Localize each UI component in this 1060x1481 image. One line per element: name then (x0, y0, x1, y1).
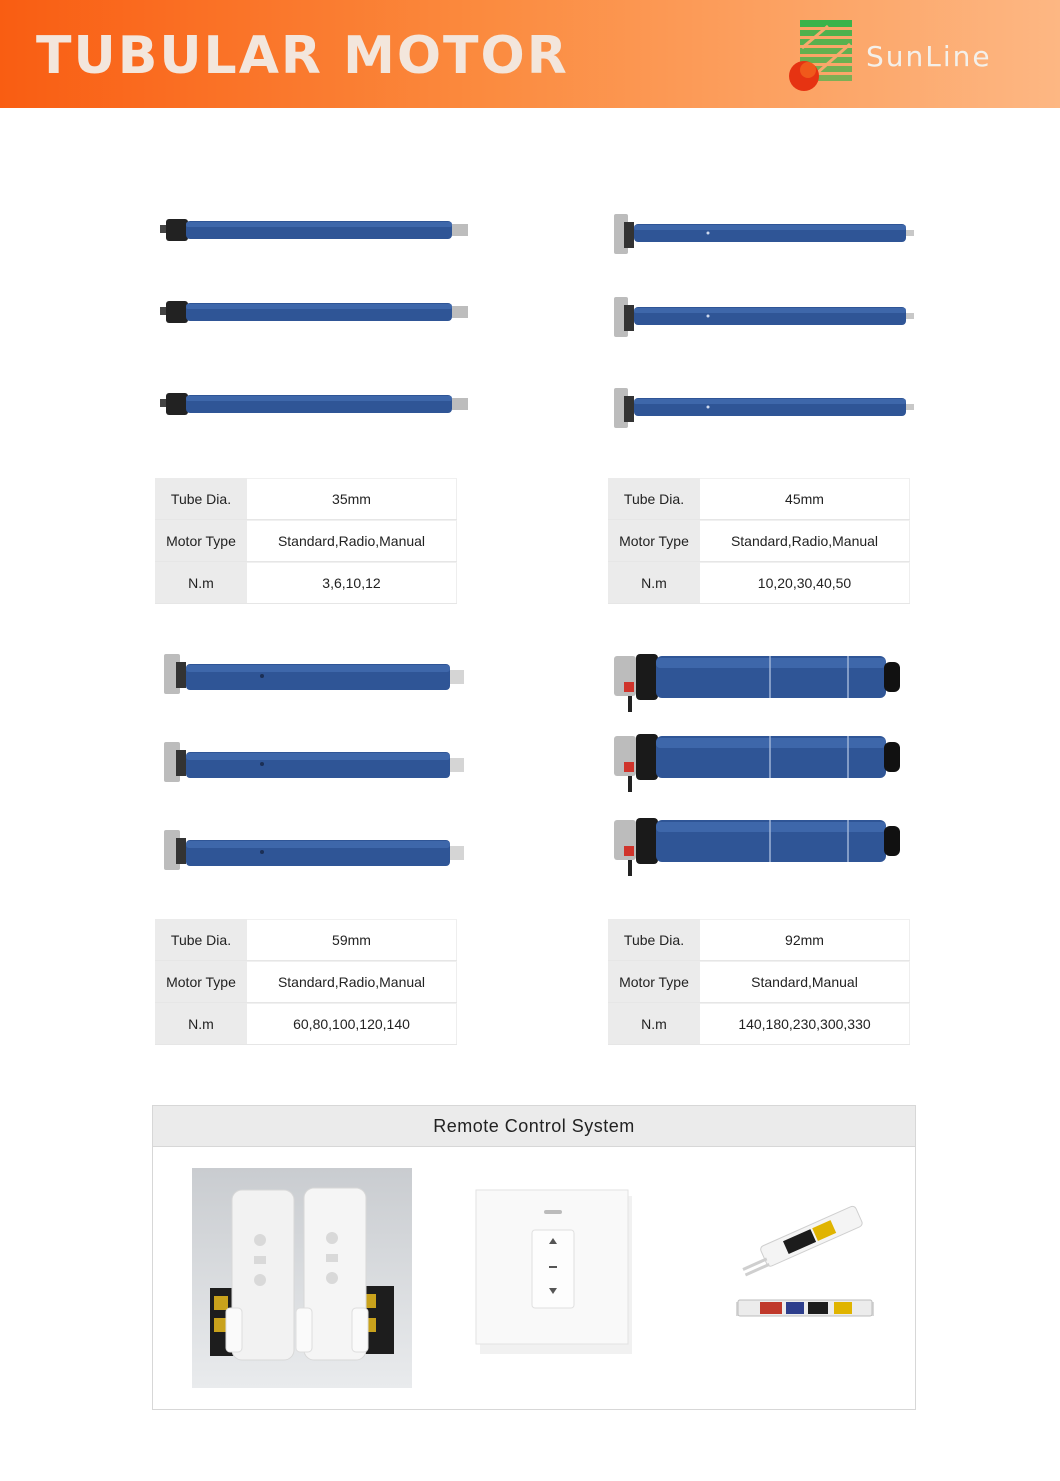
page-header (0, 0, 1060, 108)
spec-value: 140,180,230,300,330 (700, 1003, 910, 1044)
spec-value: 10,20,30,40,50 (700, 562, 910, 603)
spec-value: 60,80,100,120,140 (247, 1003, 457, 1044)
motor-92mm-image (610, 652, 906, 884)
spec-value: 45mm (700, 478, 910, 519)
spec-table-92mm (608, 919, 910, 1045)
spec-table-59mm (155, 919, 457, 1045)
spec-label: Motor Type (155, 961, 247, 1002)
spec-value: 3,6,10,12 (247, 562, 457, 603)
spec-label: Motor Type (608, 961, 700, 1002)
handheld-remote-image (192, 1168, 412, 1388)
remote-section-title: Remote Control System (153, 1106, 915, 1147)
motor-35mm-image (158, 214, 472, 424)
spec-table-45mm (608, 478, 910, 604)
receiver-module-image (730, 1198, 880, 1326)
spec-value: Standard,Radio,Manual (700, 520, 910, 561)
brand-name: SunLine (866, 40, 992, 73)
spec-label: N.m (608, 562, 700, 603)
spec-table-35mm (155, 478, 457, 604)
spec-label: Tube Dia. (608, 919, 700, 960)
spec-value: Standard,Radio,Manual (247, 520, 457, 561)
motor-59mm-image (160, 652, 470, 874)
spec-value: 35mm (247, 478, 457, 519)
spec-label: Motor Type (155, 520, 247, 561)
spec-label: N.m (155, 562, 247, 603)
spec-label: Motor Type (608, 520, 700, 561)
spec-value: Standard,Manual (700, 961, 910, 1002)
spec-value: 92mm (700, 919, 910, 960)
spec-value: 59mm (247, 919, 457, 960)
spec-label: N.m (155, 1003, 247, 1044)
spec-label: Tube Dia. (608, 478, 700, 519)
motor-45mm-image (610, 212, 920, 434)
spec-value: Standard,Radio,Manual (247, 961, 457, 1002)
page-title: TUBULAR MOTOR (36, 26, 569, 86)
wall-switch-image (470, 1186, 636, 1358)
spec-label: Tube Dia. (155, 478, 247, 519)
spec-label: Tube Dia. (155, 919, 247, 960)
spec-label: N.m (608, 1003, 700, 1044)
